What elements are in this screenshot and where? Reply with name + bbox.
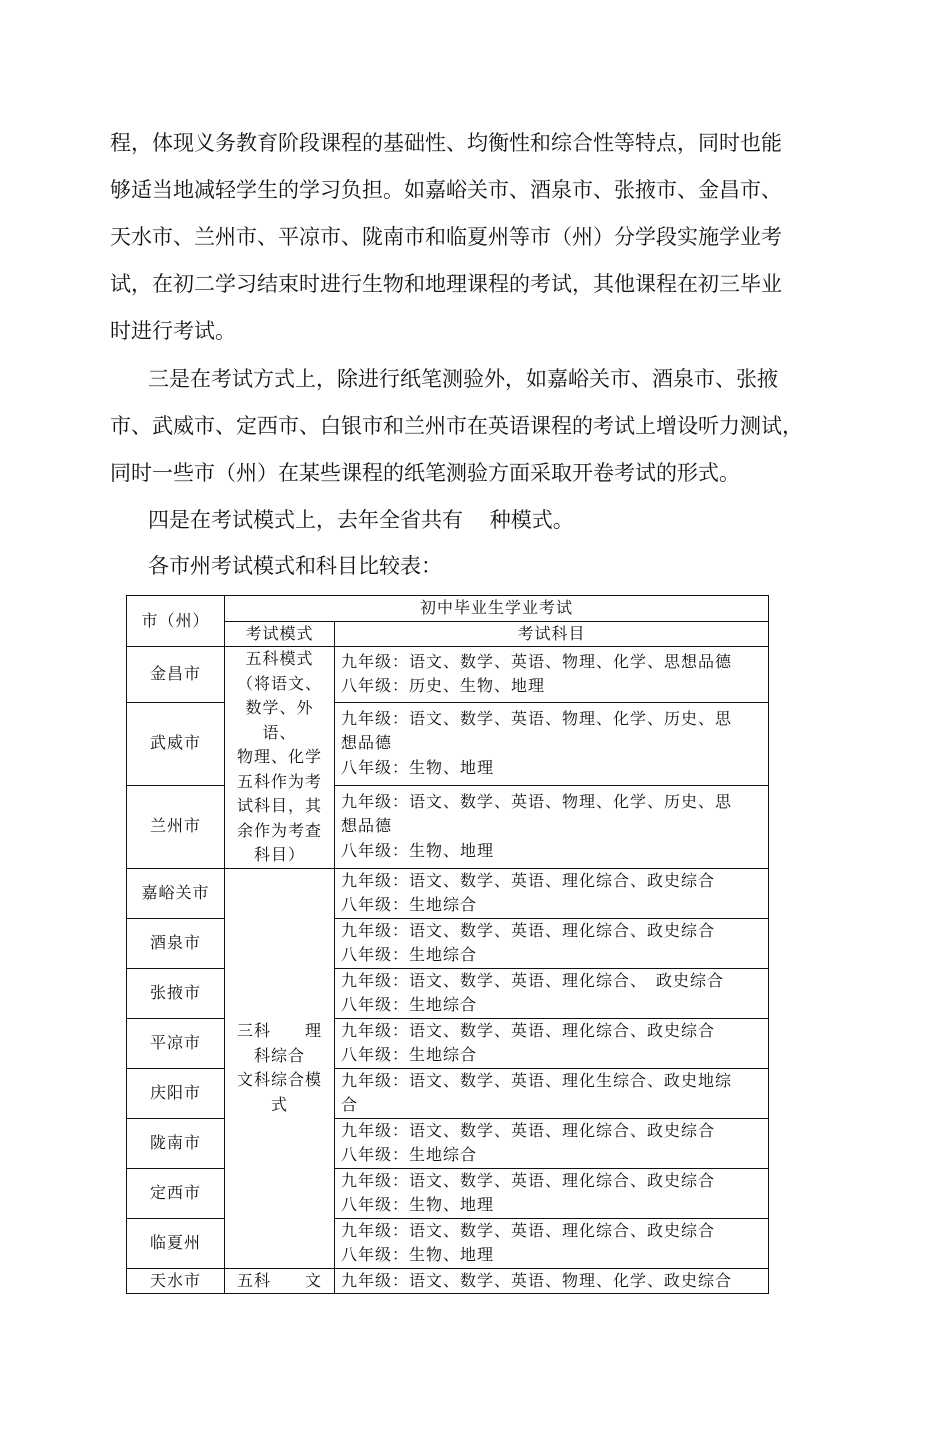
subjects-cell (335, 785, 769, 868)
subject-line: 想品德 (341, 733, 393, 753)
header-city: 市（州） (127, 596, 225, 647)
table-row (127, 1268, 769, 1294)
table-row (127, 1068, 769, 1118)
subject-line: 想品德 (341, 816, 393, 836)
subject-line: 九年级：语文、数学、英语、理化生综合、政史地综 (341, 1070, 733, 1090)
subjects-cell (335, 1218, 769, 1268)
city-cell: 平凉市 (127, 1018, 225, 1068)
subject-line: 合 (341, 1095, 359, 1114)
subject-line: 八年级：生物、地理 (341, 757, 495, 777)
text-line: 同时一些市（州）在某些课程的纸笔测验方面采取开卷考试的形式。 (110, 461, 740, 485)
subject-line: 九年级：语文、数学、英语、理化综合、政史综合 (341, 870, 716, 890)
subject-line: 九年级：语文、数学、英语、物理、化学、思想品德 (341, 651, 733, 671)
subject-line: 八年级：历史、生物、地理 (341, 676, 546, 696)
subjects-cell (335, 1168, 769, 1218)
mode-line: 数学、外语、 (245, 698, 314, 742)
subject-line: 八年级：生地综合 (341, 895, 478, 914)
city-cell: 陇南市 (127, 1118, 225, 1168)
text-line: 各市州考试模式和科目比较表： (148, 554, 442, 578)
subject-line: 八年级：生地综合 (341, 1145, 478, 1164)
paragraph-exam-stages (110, 120, 790, 355)
table-row (127, 702, 769, 785)
header-mode: 考试模式 (225, 621, 335, 647)
mode-cell-five (225, 647, 335, 869)
city-cell: 天水市 (127, 1268, 225, 1294)
table-row (127, 647, 769, 703)
mode-line: 科综合 (253, 1045, 305, 1065)
mode-line: 余作为考查 (236, 820, 322, 840)
subject-line: 九年级：语文、数学、英语、理化综合、政史综合 (341, 1170, 716, 1190)
text-line: 天水市、兰州市、平凉市、陇南市和临夏州等市（州）分学段实施学业考 (110, 225, 782, 249)
table-row (127, 868, 769, 918)
table-row (127, 1218, 769, 1268)
table-caption (148, 543, 828, 590)
table-row (127, 918, 769, 968)
subject-line: 八年级：生地综合 (341, 1045, 478, 1064)
subjects-cell (335, 647, 769, 703)
text-line: 四是在考试模式上，去年全省共有 种模式。 (148, 508, 574, 532)
paragraph-exam-modes (148, 497, 828, 544)
city-cell: 庆阳市 (127, 1068, 225, 1118)
city-cell: 嘉峪关市 (127, 868, 225, 918)
city-cell: 金昌市 (127, 647, 225, 703)
subject-line: 九年级：语文、数学、英语、理化综合、政史综合 (341, 1220, 716, 1240)
subjects-cell (335, 1068, 769, 1118)
mode-cell-three (225, 868, 335, 1268)
subject-line: 九年级：语文、数学、英语、理化综合、政史综合 (341, 1120, 716, 1140)
subjects-cell (335, 918, 769, 968)
mode-line: 三科 理 (236, 1021, 322, 1040)
text-line: 程，体现义务教育阶段课程的基础性、均衡性和综合性等特点，同时也能 (110, 131, 782, 155)
subject-line: 九年级：语文、数学、英语、物理、化学、历史、思 (341, 708, 733, 728)
subject-line: 九年级：语文、数学、英语、物理、化学、历史、思 (341, 791, 733, 811)
subject-line: 八年级：生地综合 (341, 995, 478, 1014)
city-cell: 定西市 (127, 1168, 225, 1218)
subject-line: 八年级：生物、地理 (341, 1245, 495, 1264)
subjects-cell (335, 1268, 769, 1294)
header-exam-group: 初中毕业生学业考试 (225, 596, 769, 622)
subject-line: 九年级：语文、数学、英语、物理、化学、政史综合 (341, 1270, 733, 1290)
table-header-row (127, 596, 769, 622)
subject-line: 九年级：语文、数学、英语、理化综合、政史综合 (341, 1020, 716, 1040)
mode-line: 式 (270, 1094, 288, 1114)
text-line: 够适当地减轻学生的学习负担。如嘉峪关市、酒泉市、张掖市、金昌市、 (110, 178, 782, 202)
mode-line: 五科模式 (245, 649, 314, 668)
mode-line: （将语文、 (236, 673, 322, 693)
table-row (127, 1018, 769, 1068)
exam-comparison-table (126, 595, 769, 1294)
mode-cell-last: 五科 文 (225, 1268, 335, 1294)
city-cell: 临夏州 (127, 1218, 225, 1268)
mode-line: 五科作为考 (236, 771, 322, 791)
subject-line: 八年级：生地综合 (341, 945, 478, 964)
text-line: 三是在考试方式上，除进行纸笔测验外，如嘉峪关市、酒泉市、张掖 (148, 367, 778, 391)
subjects-cell (335, 968, 769, 1018)
text-line: 试，在初二学习结束时进行生物和地理课程的考试，其他课程在初三毕业 (110, 272, 782, 296)
subjects-cell (335, 1118, 769, 1168)
table-row (127, 1168, 769, 1218)
paragraph-exam-method (110, 356, 803, 497)
mode-line: 科目） (253, 845, 305, 864)
text-line: 时进行考试。 (110, 319, 236, 343)
text-line: 市、武威市、定西市、白银市和兰州市在英语课程的考试上增设听力测试， (110, 414, 803, 438)
table-row (127, 968, 769, 1018)
mode-line: 试科目，其 (236, 796, 322, 815)
subjects-cell (335, 1018, 769, 1068)
header-subjects: 考试科目 (335, 621, 769, 647)
city-cell: 张掖市 (127, 968, 225, 1018)
mode-line: 文科综合模 (236, 1070, 322, 1089)
subject-line: 九年级：语文、数学、英语、理化综合、政史综合 (341, 920, 716, 940)
city-cell: 酒泉市 (127, 918, 225, 968)
subjects-cell (335, 868, 769, 918)
table-row (127, 785, 769, 868)
table-row (127, 1118, 769, 1168)
subject-line: 九年级：语文、数学、英语、理化综合、 政史综合 (341, 970, 725, 990)
city-cell: 兰州市 (127, 785, 225, 868)
subjects-cell (335, 702, 769, 785)
city-cell: 武威市 (127, 702, 225, 785)
subject-line: 八年级：生物、地理 (341, 1195, 495, 1214)
mode-line: 物理、化学 (236, 747, 322, 766)
subject-line: 八年级：生物、地理 (341, 840, 495, 860)
